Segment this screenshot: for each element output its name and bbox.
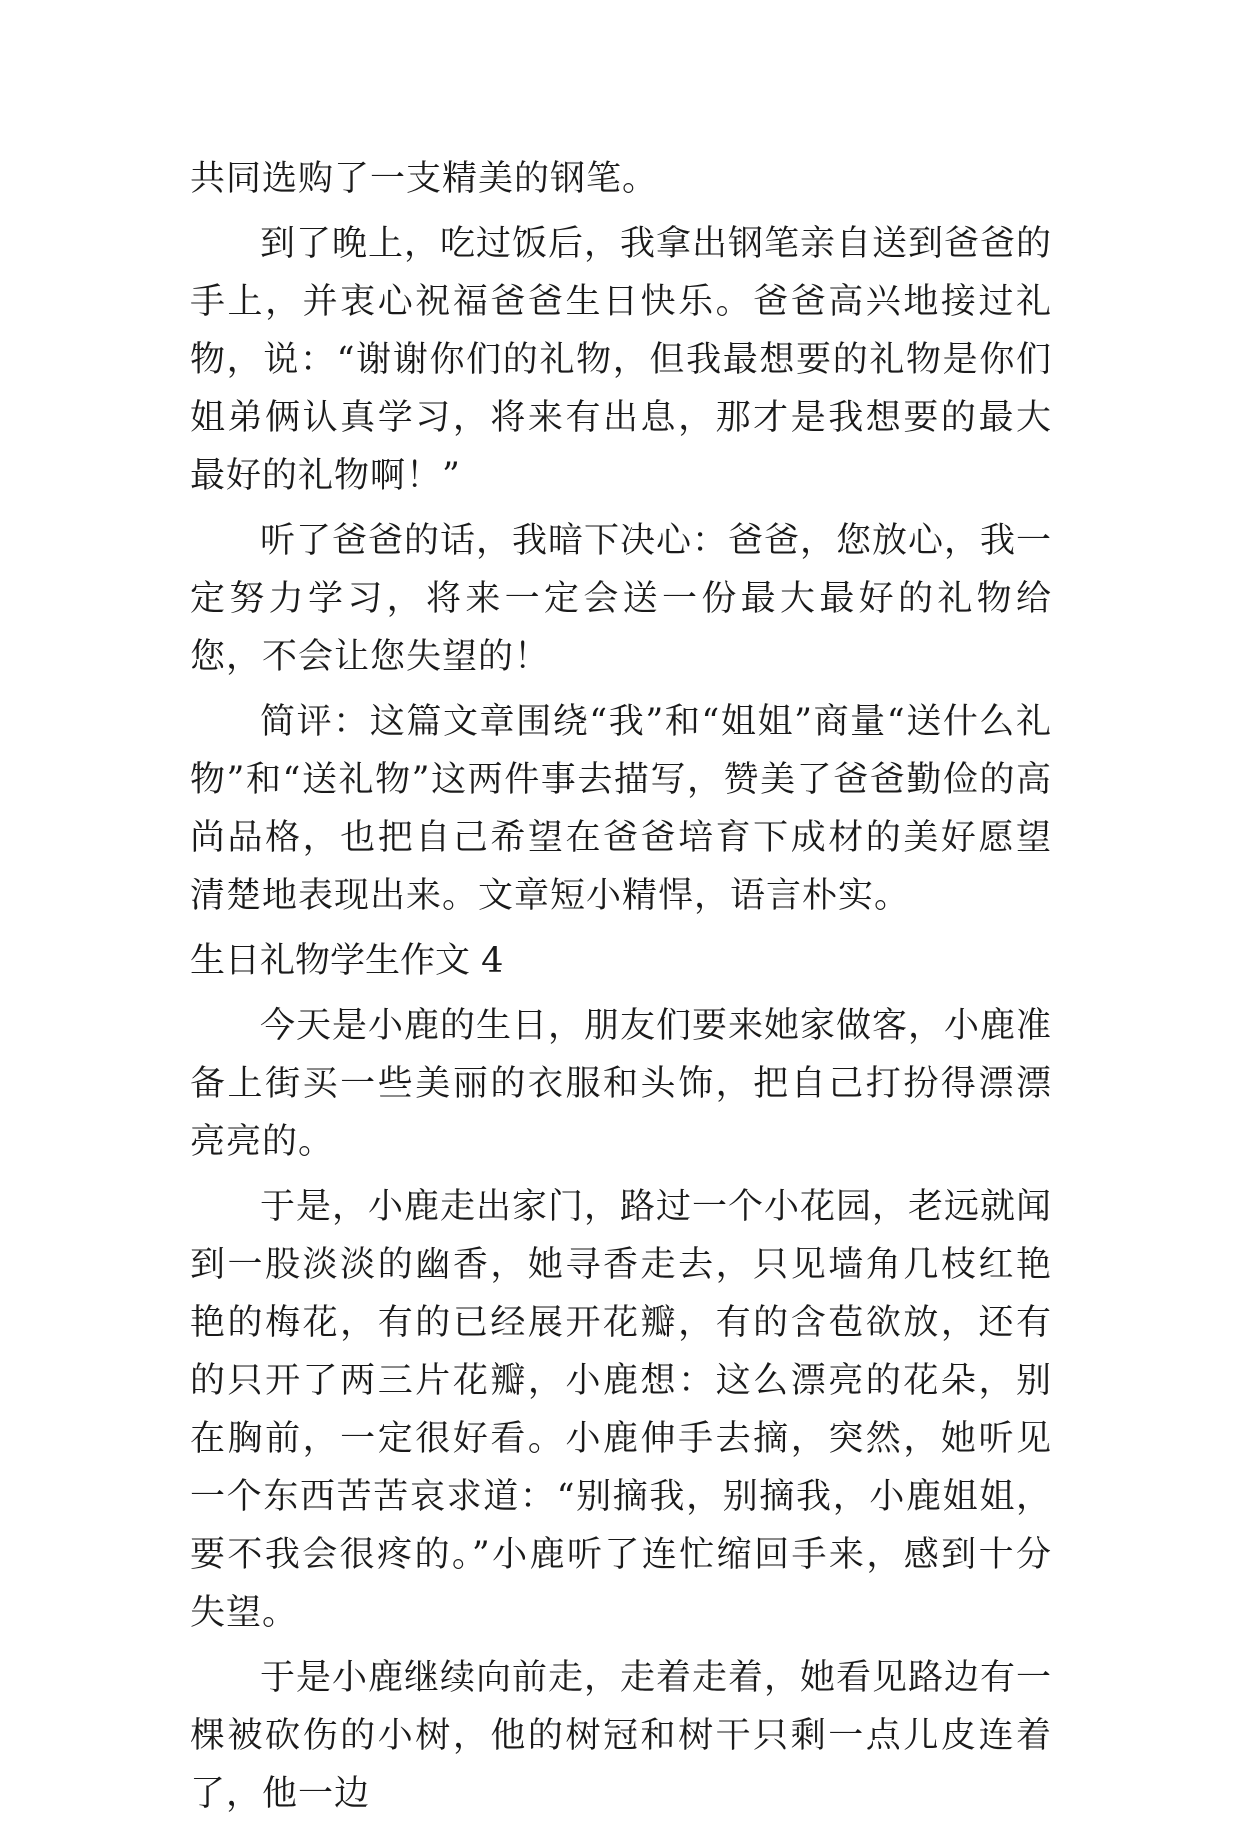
section-heading: 生日礼物学生作文 4 <box>190 941 504 981</box>
paragraph-injured-tree: 于是小鹿继续向前走，走着走着，她看见路边有一棵被砍伤的小树，他的树冠和树干只剩一点儿皮连着了，他一边 <box>190 1658 1053 1814</box>
paragraph-plum-blossom: 于是，小鹿走出家门，路过一个小花园，老远就闻到一股淡淡的幽香，她寻香走去，只见墙角几枝红艳艳的梅花，有的已经展开花瓣，有的含苞欲放，还有的只开了两三片花瓣，小鹿想：这么漂亮的花朵，别在胸前，一定很好看。小鹿伸手去摘，突然，她听见一个东西苦苦哀求道：“别摘我，别摘我，小鹿姐姐，要不我会很疼的。”小鹿听了连忙缩回手来，感到十分失望。 <box>190 1187 1053 1633</box>
paragraph-continuation: 共同选购了一支精美的钢笔。 <box>190 159 659 199</box>
paragraph-commentary: 简评：这篇文章围绕“我”和“姐姐”商量“送什么礼物”和“送礼物”这两件事去描写，赞美了爸爸勤俭的高尚品格，也把自己希望在爸爸培育下成材的美好愿望清楚地表现出来。文章短小精悍，语言朴实。 <box>190 702 1052 916</box>
paragraph-evening-gift: 到了晚上，吃过饭后，我拿出钢笔亲自送到爸爸的手上，并衷心祝福爸爸生日快乐。爸爸高兴地接过礼物，说：“谢谢你们的礼物，但我最想要的礼物是你们姐弟俩认真学习，将来有出息，那才是我想要的最大最好的礼物啊！” <box>190 224 1053 496</box>
paragraph-resolution: 听了爸爸的话，我暗下决心：爸爸，您放心，我一定努力学习，将来一定会送一份最大最好的礼物给您，不会让您失望的！ <box>190 521 1053 677</box>
document-body <box>190 150 1052 1830</box>
paragraph-deer-birthday: 今天是小鹿的生日，朋友们要来她家做客，小鹿准备上街买一些美丽的衣服和头饰，把自己打扮得漂漂亮亮的。 <box>190 1006 1053 1162</box>
